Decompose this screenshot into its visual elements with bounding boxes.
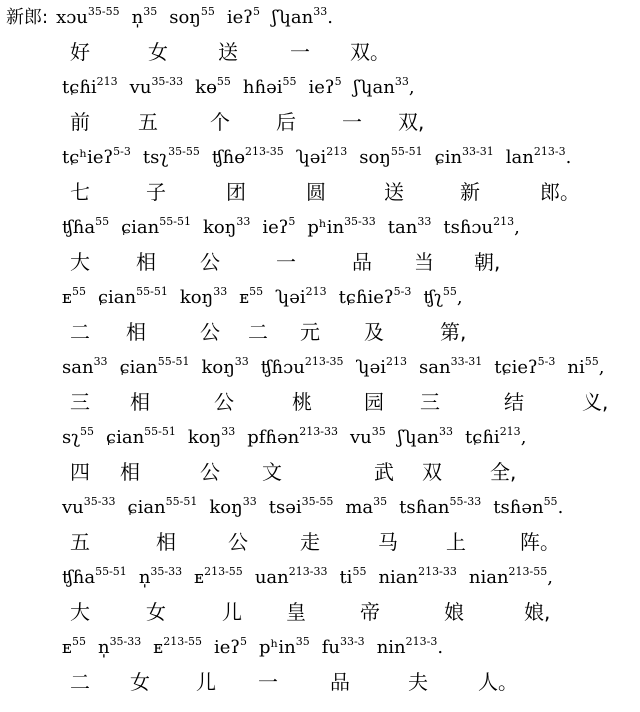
syllable-text: koŋ (201, 357, 235, 378)
syllable-text: soŋ (169, 7, 201, 28)
syllable-text: ti (339, 567, 353, 588)
tone-mark: 213-55 (163, 635, 202, 648)
ipa-line (62, 636, 443, 660)
ipa-syllable (262, 216, 295, 240)
syllable-text: tɕɦi (62, 77, 97, 98)
tone-mark: 33-31 (462, 145, 494, 158)
ipa-syllable (359, 146, 422, 170)
syllable-text: ᴇ (194, 567, 205, 588)
tone-mark: 35-33 (150, 565, 183, 578)
syllable-text: tɕieʔ (494, 357, 538, 378)
tone-mark: 5 (334, 75, 342, 88)
tone-mark: 35-33 (83, 495, 116, 508)
chinese-character: 双 (422, 460, 442, 484)
ipa-syllable (98, 636, 141, 660)
ipa-syllable (339, 286, 412, 310)
ipa-syllable (62, 566, 127, 590)
tone-mark: 213 (96, 75, 118, 88)
syllable-text: vu (349, 427, 372, 448)
chinese-character: 上 (446, 530, 466, 554)
tone-mark: 55-51 (144, 425, 176, 438)
chinese-character: 相 (130, 390, 150, 414)
tone-mark: 55 (584, 355, 599, 368)
chinese-character: 相 (136, 250, 156, 274)
syllable-text: tɕʰieʔ (62, 147, 114, 168)
tone-mark: 213-35 (245, 145, 284, 158)
syllable-text: ɕian (97, 287, 137, 308)
syllable-text: ᴇ (62, 287, 72, 308)
tone-mark: 55 (282, 75, 297, 88)
syllable-text: kɵ (195, 77, 217, 98)
line-punctuation: . (437, 637, 444, 658)
chinese-character: 义, (582, 390, 609, 414)
chinese-character: 人。 (478, 670, 518, 694)
syllable-text: nin (376, 637, 406, 658)
chinese-character: 夫 (408, 670, 428, 694)
syllable-text: xɔu (56, 7, 88, 28)
tone-mark: 33 (313, 5, 328, 18)
syllable-text: ma (345, 497, 374, 518)
ipa-syllable (345, 496, 387, 520)
syllable-text: tsʅ (142, 147, 169, 168)
ipa-syllable (494, 356, 555, 380)
ipa-syllable (377, 636, 443, 660)
syllable-text: soŋ (359, 147, 391, 168)
ipa-syllable (339, 566, 366, 590)
tone-mark: 35-33 (109, 635, 142, 648)
syllable-text: ɕin (434, 147, 463, 168)
chinese-character: 武 (374, 460, 394, 484)
line-punctuation: , (514, 217, 520, 238)
ipa-syllable (356, 356, 407, 380)
chinese-character: 马 (378, 530, 398, 554)
syllable-text: ʃʮan (353, 77, 395, 98)
chinese-character: 走 (300, 530, 320, 554)
syllable-text: sʅ (62, 427, 80, 448)
chinese-character: 团 (226, 180, 246, 204)
chinese-character: 相 (126, 320, 146, 344)
syllable-text: ieʔ (262, 217, 289, 238)
chinese-character: 帝 (360, 600, 380, 624)
ipa-syllable (120, 356, 190, 380)
syllable-text: koŋ (187, 427, 222, 448)
tone-mark: 213-55 (508, 565, 548, 578)
ipa-syllable (169, 6, 215, 30)
tone-mark: 35 (143, 5, 158, 18)
tone-mark: 213-33 (288, 565, 328, 578)
chinese-character: 儿 (222, 600, 242, 624)
tone-mark: 33 (234, 355, 249, 368)
ipa-syllable (143, 146, 200, 170)
ipa-line (62, 356, 604, 380)
ipa-line (62, 216, 520, 240)
tone-mark: 55 (80, 425, 94, 438)
syllable-text: koŋ (202, 217, 237, 238)
chinese-character: 五 (70, 530, 90, 554)
ipa-syllable (272, 6, 333, 30)
syllable-text: ʧɦɔu (260, 357, 305, 378)
ipa-syllable (195, 76, 231, 100)
ipa-syllable (130, 76, 183, 100)
syllable-text: ʃʮan (397, 427, 440, 448)
ipa-syllable (465, 426, 526, 450)
syllable-text: tsɦan (399, 497, 450, 518)
ipa-syllable (106, 426, 176, 450)
tone-mark: 213-33 (299, 425, 338, 438)
ipa-syllable (62, 356, 108, 380)
ipa-syllable (435, 146, 494, 170)
syllable-text: ʧɦa (62, 567, 96, 588)
syllable-text: nian (468, 567, 509, 588)
line-punctuation: . (327, 7, 333, 28)
chinese-character: 第, (440, 320, 467, 344)
tone-mark: 55-51 (157, 355, 190, 368)
chinese-character: 双, (398, 110, 425, 134)
syllable-text: n̩ (97, 637, 110, 658)
tone-mark: 33-31 (450, 355, 483, 368)
chinese-character: 双。 (350, 40, 390, 64)
tone-mark: 55-51 (159, 215, 191, 228)
syllable-text: pʰin (259, 637, 296, 658)
tone-mark: 213-3 (533, 145, 566, 158)
syllable-text: san (419, 357, 451, 378)
ipa-syllable (423, 286, 462, 310)
tone-mark: 35-33 (344, 215, 376, 228)
tone-mark: 35 (371, 425, 386, 438)
tone-mark: 33 (417, 215, 432, 228)
ipa-syllable (227, 6, 260, 30)
syllable-text: ᴇ (62, 637, 72, 658)
tone-mark: 213 (493, 215, 515, 228)
tone-mark: 5-3 (537, 355, 556, 368)
chinese-character: 一 (258, 670, 278, 694)
chinese-character: 个 (210, 110, 230, 134)
chinese-character: 公 (200, 250, 220, 274)
tone-mark: 33 (236, 215, 251, 228)
ipa-syllable (307, 216, 375, 240)
ipa-syllable (567, 356, 604, 380)
ipa-syllable (399, 496, 481, 520)
chinese-character: 五 (138, 110, 158, 134)
syllable-text: ʮəi (355, 357, 387, 378)
chinese-character: 送 (218, 40, 238, 64)
tone-mark: 55 (95, 215, 110, 228)
chinese-character: 公 (200, 320, 220, 344)
tone-mark: 33 (93, 355, 108, 368)
ipa-syllable (188, 426, 235, 450)
tone-mark: 5 (288, 215, 296, 228)
syllable-text: ieʔ (213, 637, 241, 658)
chinese-character: 二 (70, 320, 90, 344)
ipa-syllable (493, 496, 563, 520)
chinese-character: 女 (130, 670, 150, 694)
ipa-syllable (506, 146, 572, 170)
ipa-line (62, 496, 563, 520)
chinese-character: 一 (276, 250, 296, 274)
chinese-character: 儿 (196, 670, 216, 694)
syllable-text: nian (378, 567, 419, 588)
ipa-syllable (469, 566, 553, 590)
ipa-syllable (121, 216, 191, 240)
chinese-character: 大 (70, 600, 90, 624)
tone-mark: 55 (71, 285, 86, 298)
tone-mark: 5-3 (113, 145, 131, 158)
tone-mark: 33 (213, 285, 228, 298)
chinese-character: 女 (148, 40, 168, 64)
tone-mark: 213-55 (204, 565, 243, 578)
chinese-character: 三 (70, 390, 90, 414)
chinese-character: 全, (490, 460, 517, 484)
syllable-text: fu (321, 637, 340, 658)
syllable-text: ᴇ (239, 287, 250, 308)
ipa-syllable (203, 216, 250, 240)
tone-mark: 35-55 (87, 5, 120, 18)
chinese-character: 一 (290, 40, 310, 64)
chinese-character: 三 (420, 390, 440, 414)
tone-mark: 213 (305, 285, 327, 298)
tone-mark: 213-35 (304, 355, 344, 368)
tone-mark: 55-51 (95, 565, 127, 578)
syllable-text: ɕian (121, 217, 160, 238)
ipa-syllable (419, 356, 482, 380)
ipa-syllable (62, 496, 115, 520)
syllable-text: ʧʅ (423, 287, 443, 308)
ipa-syllable (212, 146, 284, 170)
syllable-text: ieʔ (226, 7, 253, 28)
speaker-label: 新郎: (6, 7, 49, 28)
ipa-syllable (398, 426, 453, 450)
chinese-character: 二 (248, 320, 268, 344)
chinese-character: 子 (146, 180, 166, 204)
ipa-syllable (443, 216, 519, 240)
tone-mark: 55 (249, 285, 264, 298)
syllable-text: ʃʮan (271, 7, 314, 28)
chinese-character: 相 (120, 460, 140, 484)
chinese-character: 皇 (286, 600, 306, 624)
syllable-text: n̩ (138, 567, 151, 588)
ipa-syllable (354, 76, 415, 100)
ipa-syllable (378, 566, 456, 590)
ipa-syllable (62, 76, 118, 100)
syllable-text: ɕian (127, 497, 166, 518)
tone-mark: 55-51 (165, 495, 198, 508)
syllable-text: tɕɦieʔ (338, 287, 394, 308)
tone-mark: 55-51 (390, 145, 423, 158)
chinese-character: 当 (414, 250, 434, 274)
chinese-character: 园 (364, 390, 384, 414)
syllable-text: ɕian (119, 357, 158, 378)
chinese-character: 娘, (524, 600, 551, 624)
line-punctuation: , (547, 567, 553, 588)
chinese-character: 桃 (292, 390, 312, 414)
ipa-syllable (309, 76, 342, 100)
line-punctuation: , (408, 77, 415, 98)
chinese-character: 公 (228, 530, 248, 554)
tone-mark: 55-33 (449, 495, 482, 508)
line-punctuation: . (557, 497, 564, 518)
tone-mark: 213-3 (405, 635, 438, 648)
tone-mark: 213-33 (418, 565, 457, 578)
chinese-character: 二 (70, 670, 90, 694)
line-punctuation: , (456, 287, 463, 308)
ipa-syllable (259, 636, 310, 660)
tone-mark: 33 (394, 75, 409, 88)
chinese-character: 及 (364, 320, 384, 344)
chinese-character: 新 (460, 180, 480, 204)
tone-mark: 35 (295, 635, 310, 648)
chinese-character: 圆 (306, 180, 326, 204)
chinese-character: 大 (70, 250, 90, 274)
syllable-text: ni (567, 357, 585, 378)
syllable-text: san (62, 357, 94, 378)
ipa-line (62, 286, 463, 310)
syllable-text: koŋ (209, 497, 243, 518)
syllable-text: pʰin (307, 217, 345, 238)
ipa-syllable (239, 286, 263, 310)
ipa-syllable (127, 496, 197, 520)
tone-mark: 55-51 (136, 285, 168, 298)
chinese-character: 朝, (474, 250, 501, 274)
ipa-syllable (132, 6, 158, 30)
syllable-text: tsɦən (493, 497, 544, 518)
syllable-text: ieʔ (308, 77, 335, 98)
chinese-character: 好 (70, 40, 90, 64)
tone-mark: 5-3 (393, 285, 412, 298)
tone-mark: 35-55 (301, 495, 334, 508)
syllable-text: ɕian (106, 427, 145, 448)
syllable-text: tsəi (268, 497, 302, 518)
ipa-syllable (261, 356, 344, 380)
tone-mark: 35 (373, 495, 388, 508)
syllable-text: ʧɦɵ (211, 147, 246, 168)
chinese-character: 娘 (444, 600, 464, 624)
syllable-text: lan (505, 147, 534, 168)
chinese-character: 公 (214, 390, 234, 414)
tone-mark: 213 (326, 145, 348, 158)
ipa-syllable (350, 426, 386, 450)
ipa-syllable (194, 566, 243, 590)
tone-mark: 55 (216, 75, 231, 88)
syllable-text: vu (129, 77, 152, 98)
chinese-character: 公 (200, 460, 220, 484)
ipa-syllable (153, 636, 202, 660)
chinese-character: 相 (156, 530, 176, 554)
ipa-line (62, 146, 571, 170)
chinese-character: 一 (342, 110, 362, 134)
syllable-text: uan (254, 567, 289, 588)
ipa-syllable (62, 636, 86, 660)
syllable-text: ʮəi (275, 287, 306, 308)
syllable-text: vu (62, 497, 84, 518)
chinese-character: 七 (70, 180, 90, 204)
tone-mark: 5 (240, 635, 248, 648)
tone-mark: 35-33 (151, 75, 184, 88)
syllable-text: hɦəi (242, 77, 283, 98)
tone-mark: 55 (200, 5, 215, 18)
tone-mark: 33 (221, 425, 236, 438)
tone-mark: 5 (252, 5, 260, 18)
ipa-line (6, 6, 333, 30)
ipa-syllable (388, 216, 432, 240)
ipa-syllable (139, 566, 182, 590)
ipa-syllable (247, 426, 338, 450)
syllable-text: pfɦən (247, 427, 300, 448)
ipa-syllable (269, 496, 334, 520)
tone-mark: 55 (442, 285, 457, 298)
ipa-syllable (180, 286, 227, 310)
chinese-character: 郎。 (540, 180, 580, 204)
tone-mark: 33 (242, 495, 257, 508)
ipa-syllable (201, 356, 248, 380)
tone-mark: 33 (439, 425, 454, 438)
ipa-syllable (62, 146, 131, 170)
tone-mark: 35-55 (168, 145, 200, 158)
chinese-character: 结 (504, 390, 524, 414)
chinese-character: 阵。 (520, 530, 560, 554)
ipa-syllable (296, 146, 347, 170)
line-punctuation: , (520, 427, 527, 448)
line-punctuation: , (598, 357, 605, 378)
ipa-syllable (56, 6, 120, 30)
ipa-syllable (214, 636, 247, 660)
syllable-text: ʮəi (295, 147, 327, 168)
syllable-text: ᴇ (153, 637, 164, 658)
syllable-text: tan (387, 217, 418, 238)
chinese-character: 后 (276, 110, 296, 134)
syllable-text: tɕɦi (465, 427, 500, 448)
ipa-syllable (209, 496, 256, 520)
ipa-line (62, 76, 415, 100)
ipa-syllable (62, 216, 109, 240)
line-punctuation: . (565, 147, 572, 168)
ipa-syllable (243, 76, 297, 100)
tone-mark: 213 (499, 425, 521, 438)
ipa-line (62, 566, 553, 590)
chinese-character: 送 (384, 180, 404, 204)
tone-mark: 55 (352, 565, 367, 578)
tone-mark: 213 (386, 355, 408, 368)
ipa-syllable (98, 286, 168, 310)
syllable-text: ʧɦa (62, 217, 96, 238)
ipa-syllable (275, 286, 326, 310)
syllable-text: n̩ (131, 7, 144, 28)
chinese-character: 文 (262, 460, 282, 484)
tone-mark: 55 (543, 495, 558, 508)
ipa-syllable (255, 566, 328, 590)
ipa-syllable (322, 636, 365, 660)
ipa-line (62, 426, 526, 450)
chinese-character: 品 (330, 670, 350, 694)
ipa-syllable (62, 286, 86, 310)
chinese-character: 元 (300, 320, 320, 344)
chinese-character: 品 (352, 250, 372, 274)
chinese-character: 四 (70, 460, 90, 484)
chinese-character: 女 (146, 600, 166, 624)
syllable-text: tsɦɔu (443, 217, 494, 238)
tone-mark: 33-3 (339, 635, 365, 648)
ipa-syllable (62, 426, 94, 450)
syllable-text: koŋ (179, 287, 214, 308)
chinese-character: 前 (70, 110, 90, 134)
tone-mark: 55 (71, 635, 86, 648)
